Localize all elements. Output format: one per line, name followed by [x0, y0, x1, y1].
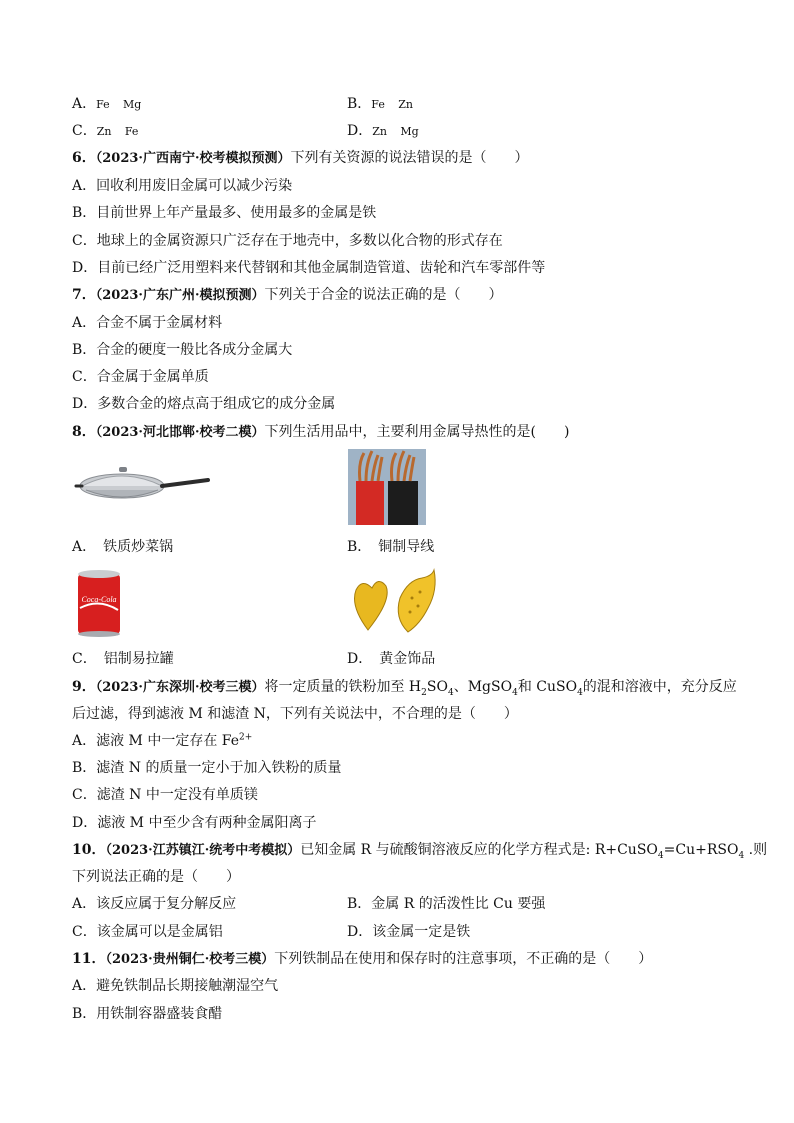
q10-stem-continued: 下列说法正确的是（ ）: [72, 869, 240, 885]
q5-option-c: C．Zn Fe: [72, 123, 139, 139]
q11-stem: 11．（2023·贵州铜仁·校考三模）下列铁制品在使用和保存时的注意事项，不正确的是（ ）: [72, 951, 653, 967]
q8-stem: 8．（2023·河北邯郸·校考二模）下列生活用品中，主要利用金属导热性的是( ): [72, 424, 570, 440]
q10-option-c: C．该金属可以是金属铝: [72, 924, 223, 940]
q7-option-a: A．合金不属于金属材料: [72, 315, 223, 331]
q7-option-c: C．合金属于金属单质: [72, 369, 209, 385]
q7-option-d: D．多数合金的熔点高于组成它的成分金属: [72, 396, 336, 412]
can-label: Coca-Cola: [81, 595, 117, 604]
q10-option-b: B．金属 R 的活泼性比 Cu 要强: [347, 896, 546, 912]
q6-option-c: C．地球上的金属资源只广泛存在于地壳中，多数以化合物的形式存在: [72, 233, 503, 249]
q9-stem-continued: 后过滤，得到滤液 M 和滤渣 N，下列有关说法中，不合理的是（ ）: [72, 706, 518, 722]
q9-option-b: B．滤渣 N 的质量一定小于加入铁粉的质量: [72, 760, 342, 776]
q8-option-c: C． 铝制易拉罐: [72, 651, 174, 667]
q9-option-c: C．滤渣 N 中一定没有单质镁: [72, 787, 258, 803]
q6-option-b: B．目前世界上年产量最多、使用最多的金属是铁: [72, 205, 377, 221]
q6-option-d: D．目前已经广泛用塑料来代替钢和其他金属制造管道、齿轮和汽车零部件等: [72, 260, 546, 276]
q7-option-b: B．合金的硬度一般比各成分金属大: [72, 342, 293, 358]
q5-option-b: B．Fe Zn: [347, 96, 413, 112]
q10-option-a: A．该反应属于复分解反应: [72, 896, 237, 912]
q10-option-d: D．该金属一定是铁: [347, 924, 471, 940]
q7-stem: 7．（2023·广东广州·模拟预测）下列关于合金的说法正确的是（ ）: [72, 287, 503, 303]
q11-option-a: A．避免铁制品长期接触潮湿空气: [72, 978, 279, 994]
q8-option-b: B． 铜制导线: [347, 539, 435, 555]
q6-stem: 6．（2023·广西南宁·校考模拟预测）下列有关资源的说法错误的是（ ）: [72, 150, 529, 166]
q5-option-a: A．Fe Mg: [72, 96, 142, 112]
soda-can-image: [74, 568, 124, 638]
q6-option-a: A．回收利用废旧金属可以减少污染: [72, 178, 293, 194]
q10-stem: 10．（2023·江苏镇江·统考中考模拟）已知金属 R 与硫酸铜溶液反应的化学方程式是: $R+CuSO_4=Cu+RSO_4$ .则: [72, 842, 768, 861]
gold-jewelry-image: [348, 568, 440, 636]
q8-option-a: A． 铁质炒菜锅: [72, 539, 174, 555]
q9-option-a: A．滤液 M 中一定存在 $Fe^{2+}$: [72, 732, 253, 749]
q11-option-b: B．用铁制容器盛装食醋: [72, 1006, 223, 1022]
q9-stem: 9．（2023·广东深圳·校考三模）将一定质量的铁粉加至 $H_2SO_4$、MgSO$_4$和 CuSO$_4$的混和溶液中，充分反应: [72, 679, 737, 698]
q9-option-d: D．滤液 M 中至少含有两种金属阳离子: [72, 815, 317, 831]
q5-option-d: D．Zn Mg: [347, 123, 419, 139]
frying-pan-image: [72, 458, 212, 508]
copper-wire-image: [348, 449, 426, 525]
q8-option-d: D． 黄金饰品: [347, 651, 436, 667]
